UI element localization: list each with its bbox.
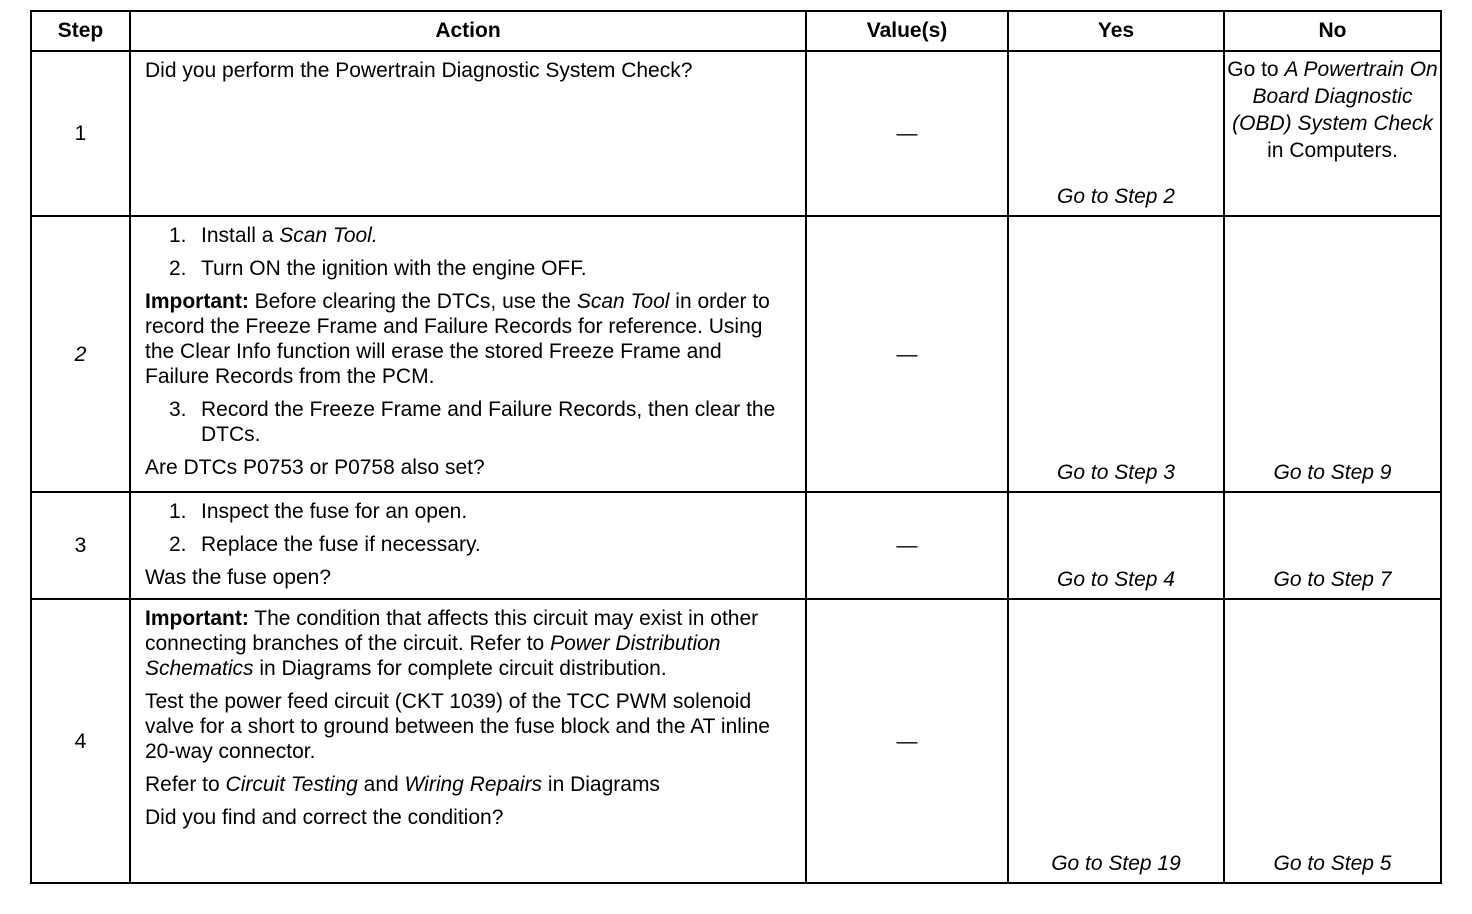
no-cell: Go to Step 7 (1224, 492, 1441, 599)
diagnostic-table (30, 10, 1442, 884)
step-number: 2 (31, 216, 130, 492)
no-cell: Go to Step 9 (1224, 216, 1441, 492)
no-cell: Go to Step 5 (1224, 599, 1441, 883)
header-step: Step (31, 11, 130, 51)
circuit-testing-link[interactable]: Circuit Testing (225, 773, 358, 796)
action-cell (130, 599, 806, 883)
no-prefix: Go to (1227, 58, 1285, 81)
list-item: 3. Record the Freeze Frame and Failure Records, then clear the DTCs. (169, 398, 776, 446)
yes-cell: Go to Step 2 (1008, 51, 1224, 216)
action-cell (130, 51, 806, 216)
question-text: Did you find and correct the condition? (145, 806, 504, 829)
yes-cell: Go to Step 3 (1008, 216, 1224, 492)
header-row (31, 11, 1441, 51)
table-row (31, 51, 1441, 216)
important-note: Important: Before clearing the DTCs, use the Scan Tool in order to record the Freeze Frame and Failure Records for reference. Using the Clear Info function will erase the stored Freeze Frame and Failure Records from the PCM. (145, 290, 770, 388)
header-values: Value(s) (806, 11, 1008, 51)
scan-tool-term: Scan Tool. (279, 224, 378, 247)
refer-instruction: Refer to Circuit Testing and Wiring Repairs in Diagrams (145, 773, 660, 796)
list-item: 2. Turn ON the ignition with the engine OFF. (169, 257, 587, 280)
header-no: No (1224, 11, 1441, 51)
question-text: Did you perform the Powertrain Diagnostic System Check? (145, 59, 693, 82)
header-yes: Yes (1008, 11, 1224, 51)
question-text: Are DTCs P0753 or P0758 also set? (145, 456, 485, 479)
list-item: 1. Inspect the fuse for an open. (169, 500, 468, 523)
step-number: 4 (31, 599, 130, 883)
value-cell: — (806, 216, 1008, 492)
yes-cell: Go to Step 19 (1008, 599, 1224, 883)
table-row (31, 599, 1441, 883)
no-mid: in (1267, 139, 1290, 162)
important-note: Important: The condition that affects this circuit may exist in other connecting branches of the circuit. Refer to Power Distribution Schematics in Diagrams for complete circuit distribution. (145, 607, 759, 680)
scan-tool-term: Scan Tool (576, 290, 670, 313)
power-distribution-schematics-link[interactable]: Power Distribution Schematics (145, 632, 721, 680)
important-label: Important: (145, 290, 249, 313)
no-suffix: Computers. (1289, 139, 1398, 162)
question-text: Was the fuse open? (145, 566, 332, 589)
action-cell (130, 216, 806, 492)
table-row (31, 492, 1441, 599)
no-cell (1224, 51, 1441, 216)
list-item: 1. Install a Scan Tool. (169, 224, 378, 247)
value-cell: — (806, 492, 1008, 599)
wiring-repairs-link[interactable]: Wiring Repairs (404, 773, 543, 796)
value-cell: — (806, 599, 1008, 883)
yes-cell: Go to Step 4 (1008, 492, 1224, 599)
header-action: Action (130, 11, 806, 51)
action-cell (130, 492, 806, 599)
value-cell: — (806, 51, 1008, 216)
test-instruction: Test the power feed circuit (CKT 1039) of the TCC PWM solenoid valve for a short to ground between the fuse block and the AT inline 20-way connector. (145, 690, 770, 763)
step-number: 3 (31, 492, 130, 599)
list-item: 2. Replace the fuse if necessary. (169, 533, 481, 556)
important-label: Important: (145, 607, 249, 630)
obd-system-check-link[interactable]: A Powertrain On Board Diagnostic (OBD) System Check (1232, 58, 1438, 135)
step-number: 1 (31, 51, 130, 216)
table-row (31, 216, 1441, 492)
